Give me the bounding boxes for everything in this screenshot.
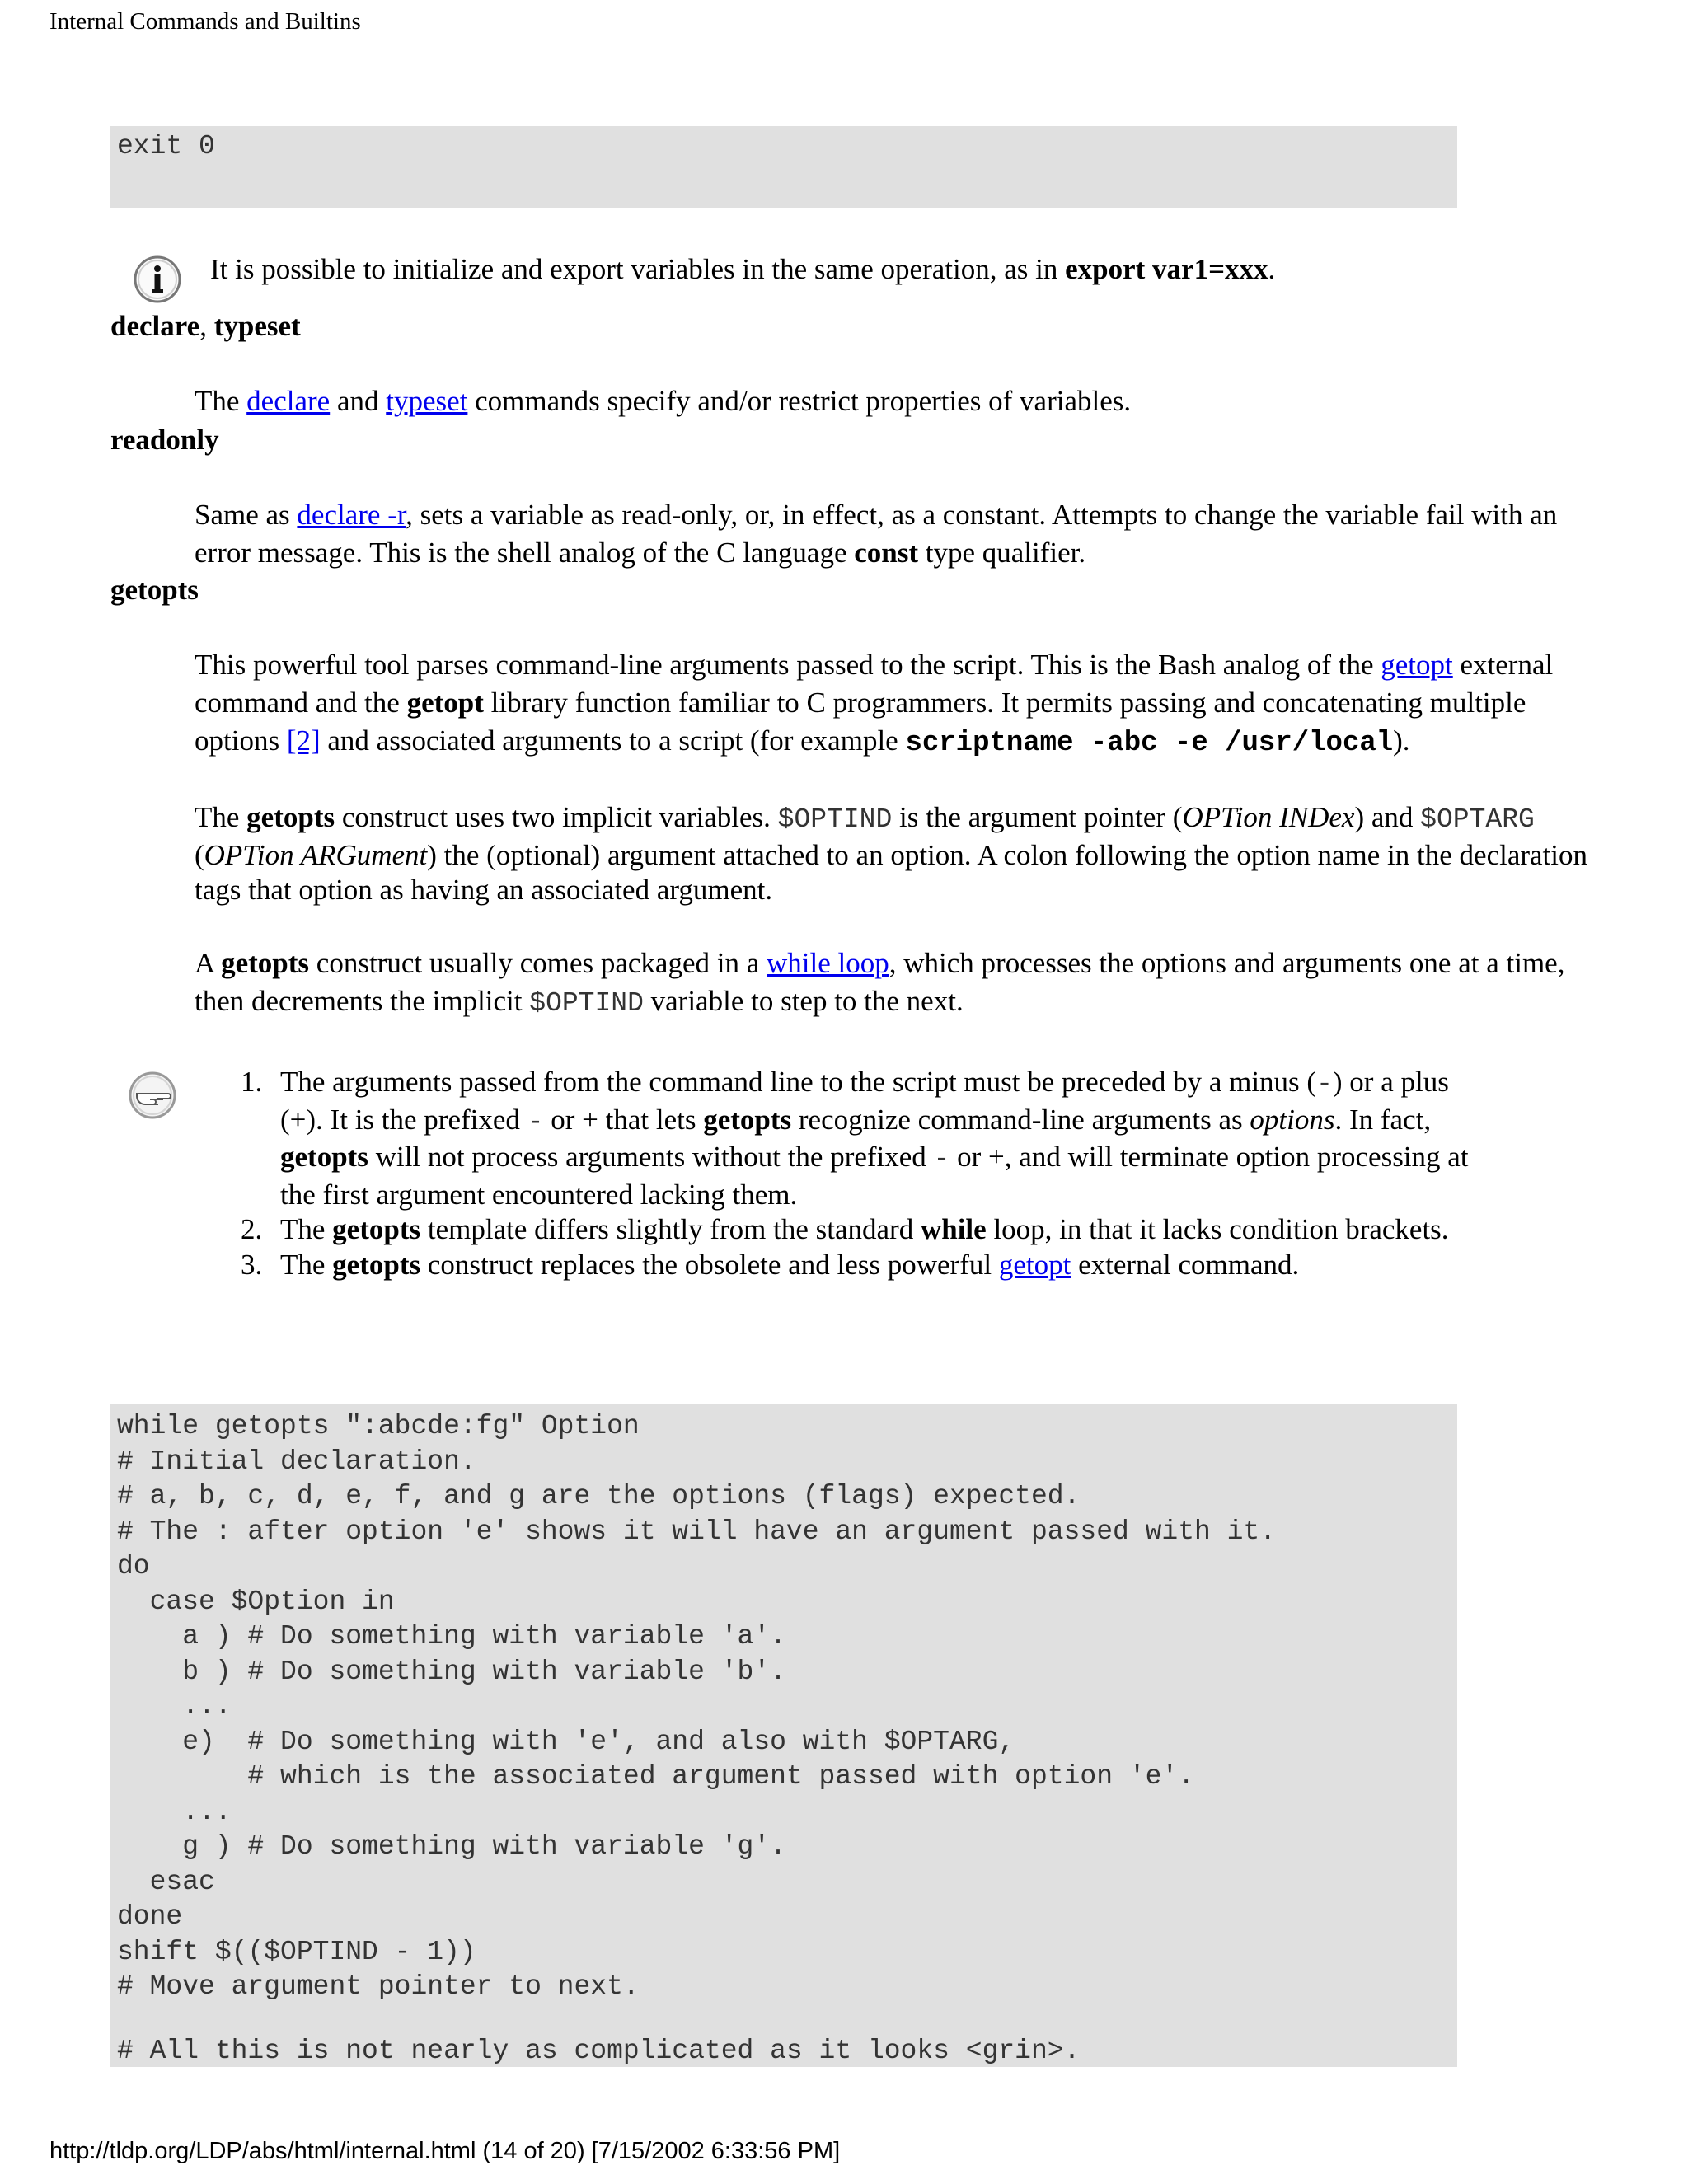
- text: is the argument pointer (: [892, 801, 1183, 833]
- code-line: do: [117, 1551, 150, 1582]
- text: template differs slightly from the standard: [420, 1213, 921, 1245]
- text: loop, in that it lacks condition brackets.: [986, 1213, 1449, 1245]
- getopts-keyword: getopts: [221, 947, 310, 979]
- info-note-text: [210, 251, 1275, 288]
- text: recognize command-line arguments as: [791, 1103, 1250, 1136]
- code-line: esac: [117, 1866, 215, 1897]
- plus-symbol: +: [289, 1103, 307, 1136]
- list-item: [241, 1248, 1477, 1283]
- getopt-link[interactable]: getopt: [1381, 649, 1453, 681]
- text: A: [195, 947, 222, 979]
- while-loop-link[interactable]: while loop: [767, 947, 889, 979]
- code-line: ...: [117, 1796, 232, 1827]
- list-number: 2.: [241, 1213, 263, 1245]
- text: The: [195, 385, 247, 417]
- term-readonly: readonly: [110, 424, 219, 456]
- text: , and will terminate option processing at the first argument encountered lacking them.: [280, 1141, 1469, 1211]
- text: that lets: [598, 1103, 704, 1136]
- term-typeset: typeset: [213, 310, 301, 342]
- text: ) the (optional) argument attached to an option. A colon following the option name in the declaration tags that option as having an associated argument.: [195, 838, 1588, 906]
- code-line: exit 0: [117, 131, 215, 162]
- text: Same as: [195, 499, 298, 531]
- text: commands specify and/or restrict properties of variables.: [467, 385, 1132, 417]
- text: ) or a plus (: [280, 1066, 1449, 1136]
- code-line-blank: [117, 2005, 1457, 2034]
- page-footer-url: http://tldp.org/LDP/abs/html/internal.html (14 of 20) [7/15/2002 6:33:56 PM]: [49, 2138, 841, 2164]
- footnote-2-link[interactable]: [2]: [286, 724, 321, 757]
- text: external command.: [1071, 1248, 1300, 1281]
- getopts-paragraph-1: [195, 646, 1596, 762]
- optind-expansion: OPTion INDex: [1182, 801, 1355, 833]
- text: library function familiar to C programmers. It permits passing and concatenating multiple options: [195, 687, 1526, 757]
- code-line: done: [117, 1901, 183, 1932]
- plus-symbol: +: [988, 1141, 1005, 1173]
- getopts-keyword: getopts: [280, 1141, 368, 1173]
- code-block-exit: [110, 126, 1457, 208]
- text: construct usually comes packaged in a: [309, 947, 767, 979]
- code-line: # which is the associated argument passed with option 'e'.: [117, 1761, 1195, 1792]
- term-getopts: getopts: [110, 574, 199, 606]
- typeset-link[interactable]: typeset: [386, 385, 468, 417]
- text: The: [195, 801, 247, 833]
- code-line: # Move argument pointer to next.: [117, 1971, 640, 2002]
- pointing-hand-icon: [125, 1070, 180, 1125]
- code-block-getopts-example: [110, 1404, 1457, 2067]
- term-separator: ,: [199, 310, 214, 342]
- list-item: [241, 1212, 1477, 1248]
- optarg-variable: $OPTARG: [1420, 804, 1535, 835]
- plus-symbol: +: [582, 1103, 598, 1136]
- getopts-keyword: getopts: [703, 1103, 792, 1136]
- while-keyword: while: [920, 1213, 987, 1245]
- minus-symbol: -: [933, 1144, 950, 1174]
- text: and: [330, 385, 387, 417]
- getopts-paragraph-3: [195, 944, 1596, 1023]
- code-line: g ) # Do something with variable 'g'.: [117, 1831, 786, 1862]
- note-code: export var1=xxx: [1065, 253, 1268, 285]
- options-emphasis: options: [1250, 1103, 1335, 1136]
- readonly-description: [195, 496, 1596, 572]
- code-line: case $Option in: [117, 1586, 395, 1617]
- text: ). It is the prefixed: [306, 1103, 528, 1136]
- list-number: 3.: [241, 1248, 263, 1281]
- minus-symbol: -: [527, 1106, 544, 1137]
- text: construct uses two implicit variables.: [335, 801, 778, 833]
- text: variable to step to the next.: [643, 985, 964, 1017]
- text: type qualifier.: [918, 537, 1086, 569]
- text: will not process arguments without the prefixed: [368, 1141, 934, 1173]
- text: or: [543, 1103, 583, 1136]
- text: The: [280, 1248, 333, 1281]
- getopts-keyword: getopts: [332, 1248, 421, 1281]
- code-line: e) # Do something with 'e', and also with $OPTARG,: [117, 1726, 1015, 1757]
- getopt-keyword: getopt: [406, 687, 484, 719]
- text: , sets a variable as read-only, or, in effect, as a constant. Attempts to change the variable fail with an error message. This is the shell analog of the C language: [195, 499, 1558, 569]
- code-line: while getopts ":abcde:fg" Option: [117, 1411, 640, 1441]
- text: external command and the: [195, 649, 1554, 719]
- minus-symbol: -: [1316, 1069, 1333, 1099]
- text: construct replaces the obsolete and less powerful: [420, 1248, 999, 1281]
- optarg-expansion: OPTion ARGument: [204, 838, 428, 871]
- optind-variable: $OPTIND: [529, 988, 644, 1019]
- text: The: [280, 1213, 333, 1245]
- list-number: 1.: [241, 1066, 263, 1098]
- text: The arguments passed from the command line to the script must be preceded by a minus (: [280, 1066, 1317, 1098]
- text: or: [950, 1141, 989, 1173]
- text: (: [195, 838, 204, 871]
- declare-description: [195, 382, 1131, 420]
- code-line: b ) # Do something with variable 'b'.: [117, 1656, 786, 1687]
- getopts-paragraph-2: [195, 800, 1596, 908]
- note-text: It is possible to initialize and export variables in the same operation, as in: [210, 253, 1066, 285]
- term-declare: declare: [110, 310, 200, 342]
- notes-list: [241, 1065, 1477, 1282]
- getopts-keyword: getopts: [332, 1213, 421, 1245]
- note-text-end: .: [1268, 253, 1276, 285]
- text: ).: [1393, 724, 1410, 757]
- code-line: ...: [117, 1691, 232, 1722]
- text: . In fact,: [1334, 1103, 1432, 1136]
- code-line: # The : after option 'e' shows it will have an argument passed with it.: [117, 1516, 1277, 1547]
- declare-r-link[interactable]: declare -r: [297, 499, 406, 531]
- text: , which processes the options and arguments one at a time, then decrements the implicit: [195, 947, 1565, 1017]
- term-declare-typeset: [110, 307, 301, 345]
- getopts-keyword: getopts: [246, 801, 335, 833]
- code-line: a ) # Do something with variable 'a'.: [117, 1621, 786, 1652]
- code-line: shift $(($OPTIND - 1)): [117, 1936, 476, 1967]
- code-line: # All this is not nearly as complicated as it looks <grin>.: [117, 2035, 1081, 2066]
- text: This powerful tool parses command-line arguments passed to the script. This is the Bash analog of the: [195, 649, 1381, 681]
- info-icon: [132, 254, 183, 309]
- code-line: # a, b, c, d, e, f, and g are the options (flags) expected.: [117, 1481, 1081, 1511]
- text: and associated arguments to a script (for example: [320, 724, 906, 757]
- page-header-title: Internal Commands and Builtins: [49, 8, 361, 35]
- const-keyword: const: [854, 537, 919, 569]
- declare-link[interactable]: declare: [246, 385, 331, 417]
- list-item: [241, 1065, 1477, 1212]
- code-line: # Initial declaration.: [117, 1446, 476, 1477]
- getopt-link[interactable]: getopt: [998, 1248, 1071, 1281]
- example-command: scriptname -abc -e /usr/local: [905, 728, 1394, 759]
- optind-variable: $OPTIND: [777, 804, 893, 835]
- text: ) and: [1354, 801, 1421, 833]
